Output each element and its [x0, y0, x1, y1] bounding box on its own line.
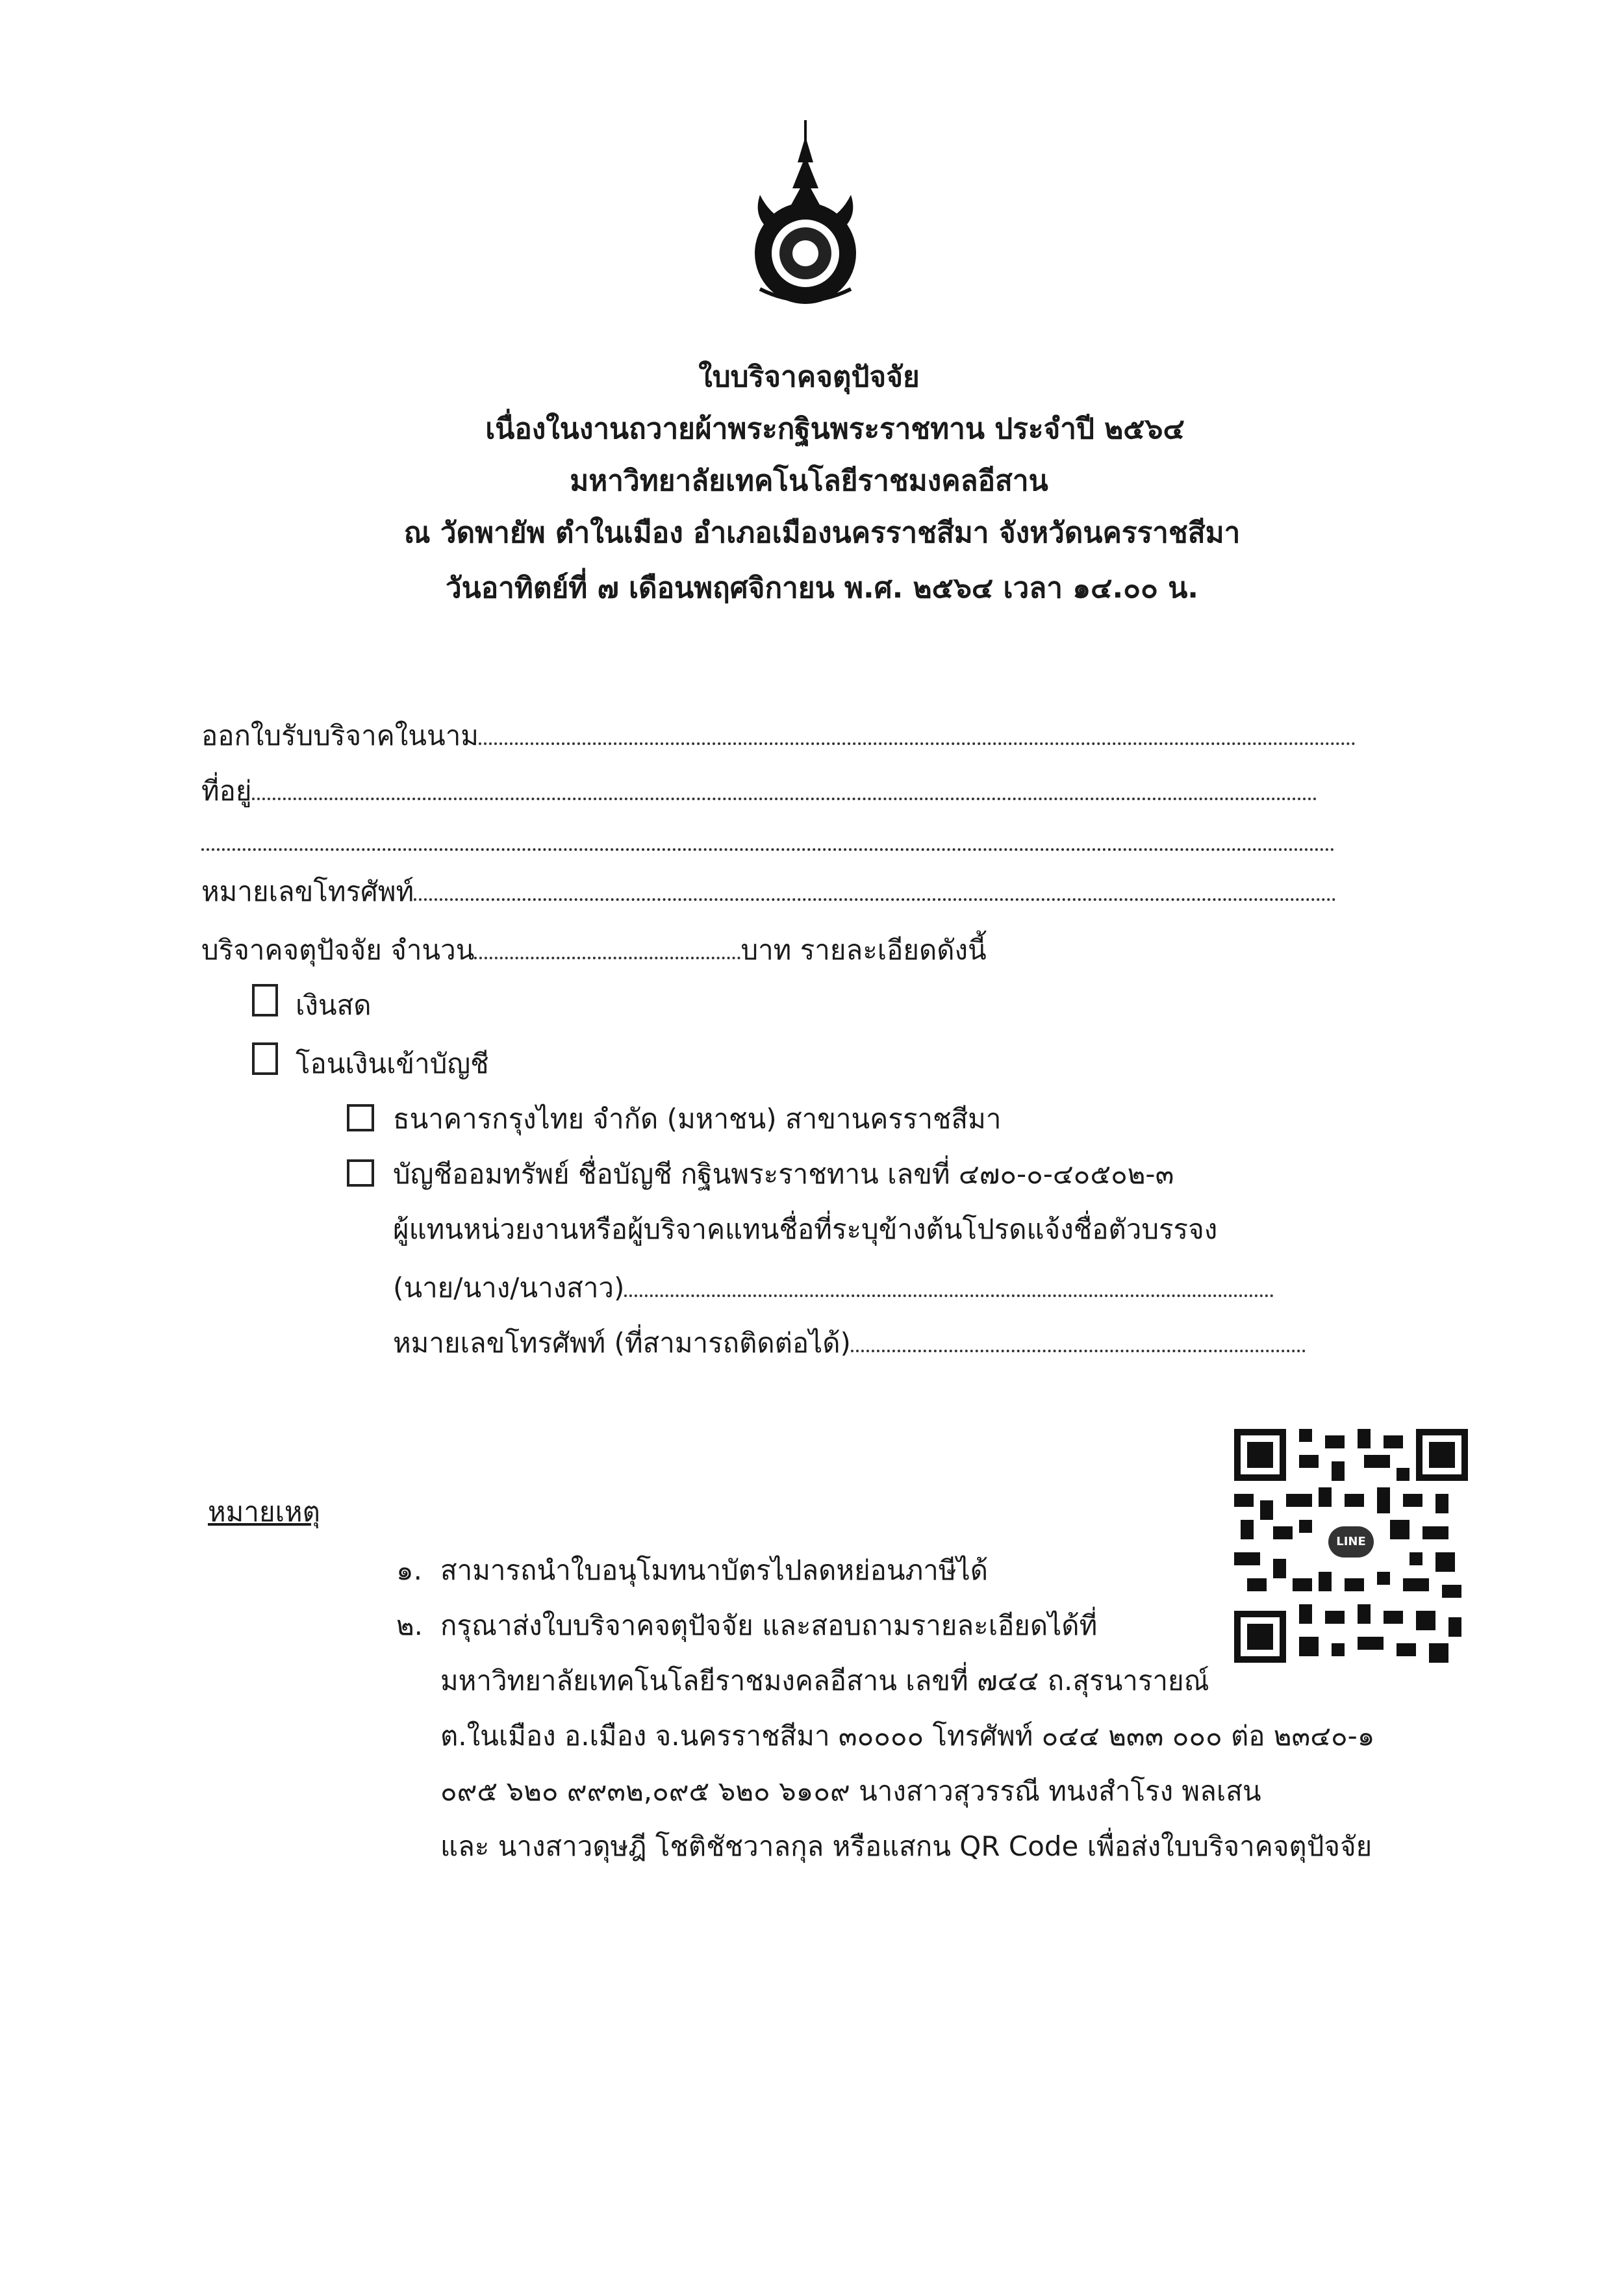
- phone-dotted-line[interactable]: [414, 898, 1336, 901]
- phone-field[interactable]: [201, 870, 1336, 913]
- address-dotted-line-2[interactable]: [201, 848, 1335, 851]
- amount-dotted-line[interactable]: [474, 956, 740, 959]
- line-logo-icon: LINE: [1328, 1526, 1374, 1558]
- contact-phone-field[interactable]: [393, 1322, 1306, 1365]
- date-line: วันอาทิตย์ที่ ๗ เดือนพฤศจิกายน พ.ศ. ๒๕๖๔ เวลา ๑๔.๐๐ น.: [445, 572, 1199, 605]
- contact-phone-label: หมายเลขโทรศัพท์ (ที่สามารถติดต่อได้): [393, 1327, 851, 1359]
- title-prefix-label: (นาย/นาง/นางสาว): [393, 1272, 625, 1304]
- phone-label: หมายเลขโทรศัพท์: [201, 876, 414, 907]
- notes-title: หมายเหตุ: [208, 1496, 320, 1528]
- representative-name-dotted-line[interactable]: [624, 1294, 1274, 1297]
- bank-label: ธนาคารกรุงไทย จำกัด (มหาชน) สาขานครราชสีมา: [393, 1103, 1002, 1135]
- note-2-line-1: กรุณาส่งใบบริจาคจตุปัจจัย และสอบถามรายละเอียดได้ที่: [440, 1609, 1098, 1641]
- note-2-line-2: มหาวิทยาลัยเทคโนโลยีราชมงคลอีสาน เลขที่ ๗๔๔ ถ.สุรนารายณ์: [440, 1665, 1209, 1697]
- address-dotted-line[interactable]: [252, 797, 1317, 800]
- address-label: ที่อยู่: [201, 775, 252, 807]
- note-2-line-4: ๐๙๕ ๖๒๐ ๙๙๓๒,๐๙๕ ๖๒๐ ๖๑๐๙ นางสาวสุวรรณี ทนงสำโรง พลเสน: [440, 1775, 1261, 1807]
- contact-phone-dotted-line[interactable]: [851, 1349, 1306, 1352]
- event-line: เนื่องในงานถวายผ้าพระกฐินพระราชทาน ประจำปี ๒๕๖๔: [485, 412, 1185, 446]
- account-label: บัญชีออมทรัพย์ ชื่อบัญชี กฐินพระราชทาน เลขที่ ๔๗๐-๐-๔๐๕๐๒-๓: [393, 1158, 1174, 1190]
- bank-checkbox[interactable]: [347, 1104, 374, 1131]
- address-second-line[interactable]: [201, 841, 1335, 853]
- address-field[interactable]: [201, 770, 1317, 813]
- transfer-label: โอนเงินเข้าบัญชี: [296, 1048, 489, 1079]
- cash-label: เงินสด: [296, 989, 372, 1021]
- representative-instruction: ผู้แทนหน่วยงานหรือผู้บริจาคแทนชื่อที่ระบุข้างต้นโปรดแจ้งชื่อตัวบรรจง: [393, 1213, 1218, 1245]
- form-title: ใบบริจาคจตุปัจจัย: [698, 360, 920, 394]
- donation-amount-field[interactable]: [201, 929, 987, 972]
- university-name: มหาวิทยาลัยเทคโนโลยีราชมงคลอีสาน: [570, 464, 1048, 498]
- baht-label: บาท รายละเอียดดังนี้: [740, 934, 987, 966]
- line-qr-code[interactable]: [1234, 1429, 1468, 1663]
- receipt-name-field[interactable]: [201, 714, 1356, 757]
- donation-label: บริจาคจตุปัจจัย จำนวน: [201, 934, 475, 966]
- receipt-name-dotted-line[interactable]: [479, 742, 1356, 745]
- note-1-text: สามารถนำใบอนุโมทนาบัตรไปลดหย่อนภาษีได้: [440, 1554, 988, 1586]
- account-checkbox[interactable]: [347, 1159, 374, 1187]
- university-emblem-logo: [740, 117, 870, 312]
- note-1-number: ๑.: [396, 1554, 423, 1586]
- location-line: ณ วัดพายัพ ตำในเมือง อำเภอเมืองนครราชสีมา จังหวัดนครราชสีมา: [403, 516, 1241, 549]
- receipt-name-label: ออกใบรับบริจาคในนาม: [201, 720, 479, 751]
- representative-name-field[interactable]: [393, 1267, 1274, 1309]
- note-2-line-5: และ นางสาวดุษฎี โชติชัชวาลกุล หรือแสกน QR Code เพื่อส่งใบบริจาคจตุปัจจัย: [440, 1830, 1372, 1862]
- note-2-line-3: ต.ในเมือง อ.เมือง จ.นครราชสีมา ๓๐๐๐๐ โทรศัพท์ ๐๔๔ ๒๓๓ ๐๐๐ ต่อ ๒๓๔๐-๑: [440, 1720, 1375, 1752]
- note-2-number: ๒.: [396, 1609, 423, 1641]
- transfer-checkbox[interactable]: [252, 1042, 278, 1075]
- cash-checkbox[interactable]: [252, 984, 278, 1016]
